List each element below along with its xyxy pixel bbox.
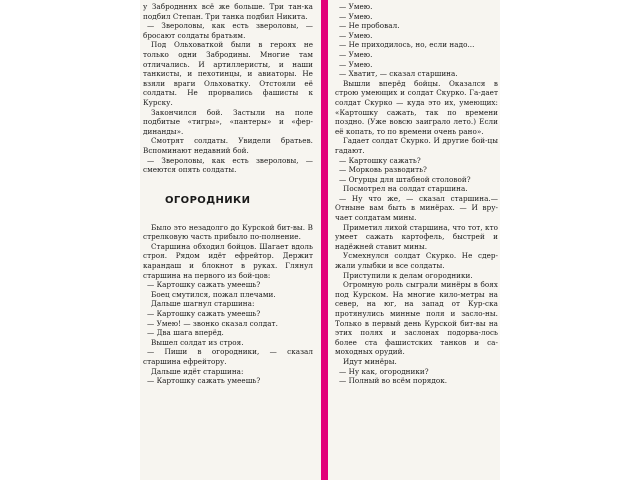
- paragraph: — Картошку сажать умеешь?: [147, 376, 261, 386]
- paragraph: Идут минёры.: [343, 356, 397, 366]
- paragraph: — Звероловы, как есть звероловы, — бросают солдаты братьям.: [143, 21, 313, 40]
- paragraph: Под Ольховаткой были в героях не только одни Забродины. Многие там отличались. И артиллеристы, и наши танкисты, и пехотинцы, и авиаторы. Не взяли враги Ольховатку. Отстояли её солдаты. Не прорвались фашисты к Курску.: [143, 40, 313, 107]
- paragraph: Вышел солдат из строя.: [151, 337, 244, 347]
- paragraph: Смотрят солдаты. Увидели братьев. Вспоминают недавний бой.: [143, 136, 313, 155]
- paragraph: — Картошку сажать?: [339, 155, 421, 165]
- paragraph: Посмотрел на солдат старшина.: [343, 184, 468, 194]
- paragraph: — Полный во всём порядок.: [339, 376, 448, 386]
- left-column: [143, 2, 313, 386]
- paragraph: Дальше шагнул старшина:: [151, 299, 255, 309]
- paragraph: Гадает солдат Скурко. И другие бой-цы гадают.: [335, 136, 498, 155]
- paragraph: — Умею.: [339, 49, 373, 59]
- right-column: [335, 2, 498, 386]
- paragraph: Огромную роль сыграли минёры в боях под Курском. На многие кило-метры на север, на юг, на запад от Кур-ска протянулись минные поля и засло-ны. Только в первый день Курской бит-вы на этих полях и заслонах подорва-лось более ста фашистских танков и са-моходных орудий.: [335, 280, 498, 357]
- paragraph: — Умею.: [339, 30, 373, 40]
- paragraph: — Картошку сажать умеешь?: [147, 280, 261, 290]
- paragraph: у Заброднннх всё же больше. Три тан-ка подбил Степан. Три танка подбил Никита.: [143, 2, 313, 21]
- paragraph: — Умею.: [339, 59, 373, 69]
- paragraph: — Не приходилось, но, если надо...: [339, 40, 475, 50]
- left-top-text: [143, 2, 313, 175]
- paragraph: — Умею.: [339, 2, 373, 11]
- magenta-divider-strip: [321, 0, 328, 480]
- paragraph: — Два шага вперёд.: [147, 328, 224, 338]
- paragraph: — Огурцы для штабной столовой?: [339, 174, 471, 184]
- paragraph: — Ну что же, — сказал старшина.— Отныне вам быть в минёрах. — И вру-чает солдатам мины.: [335, 193, 498, 223]
- paragraph: — Звероловы, как есть звероловы, — смеются опять солдаты.: [143, 155, 313, 175]
- paragraph: — Ну как, огородники?: [339, 366, 429, 376]
- paragraph: — Не пробовал.: [339, 21, 400, 31]
- paragraph: Было это незадолго до Курской бит-вы. В стрелковую часть прибыло по-полнение.: [143, 222, 313, 242]
- paragraph: — Пиши в огородники, — сказал старшина ефрейтору.: [143, 347, 313, 366]
- paragraph: Боец смутился, пожал плечами.: [151, 289, 276, 299]
- paragraph: — Хватит, — сказал старшина.: [339, 69, 458, 79]
- paragraph: Вышли вперёд бойцы. Оказался в строю умеющих и солдат Скурко. Га-дает солдат Скурко — куда это их, умеющих: «Картошку сажать, так по времени поздно. (Уже вовсю заиграло лето.) Если её копать, то по времени очень рано».: [335, 78, 498, 136]
- paragraph: — Картошку сажать умеешь?: [147, 309, 261, 319]
- paragraph: — Морковь разводить?: [339, 165, 427, 175]
- paragraph: — Умею! — звонко сказал солдат.: [147, 318, 278, 328]
- paragraph: Старшина обходил бойцов. Шагает вдоль строя. Рядом идёт ефрейтор. Держит карандаш и блокнот в руках. Глянул старшина на первого из бой-цов:: [143, 241, 313, 280]
- paragraph: — Умею.: [339, 11, 373, 21]
- left-bottom-text: [143, 223, 313, 386]
- chapter-heading: ОГОРОДНИКИ: [165, 194, 251, 206]
- paragraph: Закончился бой. Застыли на поле подбитые «тигры», «пантеры» и «фер-динанды».: [143, 107, 313, 136]
- paragraph: Дальше идёт старшина:: [151, 366, 244, 376]
- paragraph: Приметил лихой старшина, что тот, кто умеет сажать картофель, быстрей и надёжней ставит мины.: [335, 222, 498, 251]
- book-page: [140, 0, 500, 480]
- paragraph: Усмехнулся солдат Скурко. Не сдер-жали улыбки и все солдаты.: [335, 251, 498, 271]
- paragraph: Приступили к делам огородники.: [343, 270, 473, 280]
